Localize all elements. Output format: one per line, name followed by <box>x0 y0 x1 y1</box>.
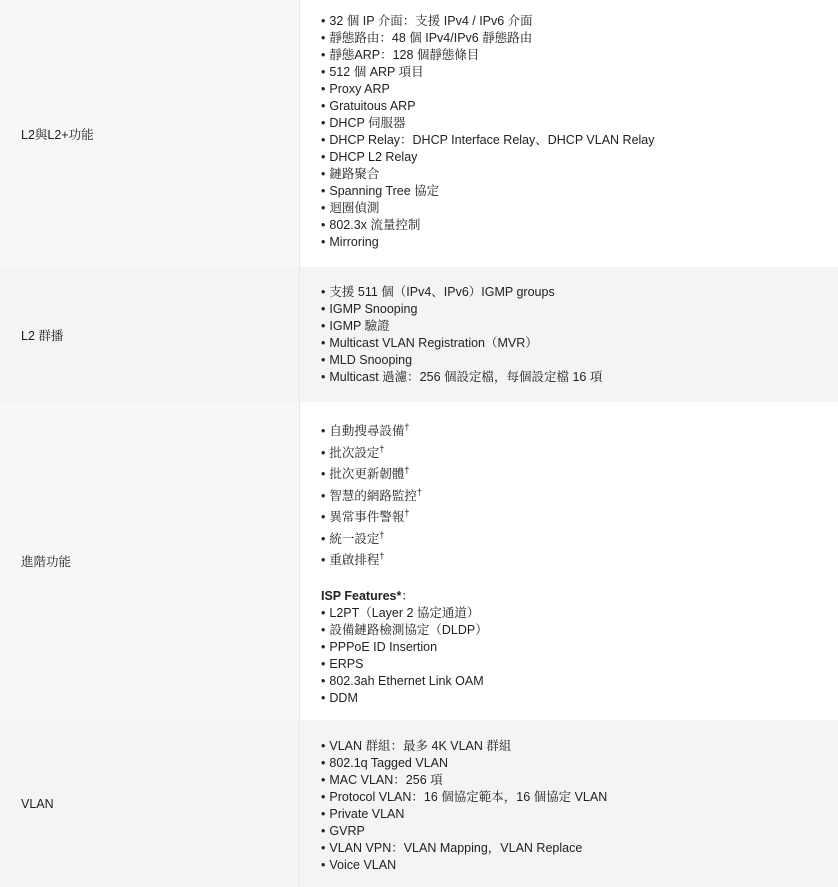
list-item <box>321 550 838 572</box>
list-item: • VLAN VPN：VLAN Mapping，VLAN Replace <box>321 840 838 857</box>
spec-row-advanced <box>0 402 838 720</box>
list-item: • Voice VLAN <box>321 857 838 874</box>
list-item: • MAC VLAN：256 項 <box>321 772 838 789</box>
feature-list <box>321 738 838 874</box>
list-item <box>321 507 838 529</box>
list-item: • 鏈路聚合 <box>321 166 838 183</box>
row-value <box>300 267 838 402</box>
list-item: • MLD Snooping <box>321 352 838 369</box>
list-item: • 32 個 IP 介面：支援 IPv4 / IPv6 介面 <box>321 13 838 30</box>
feature-list <box>321 13 838 251</box>
list-item: • 支援 511 個（IPv4、IPv6）IGMP groups <box>321 284 838 301</box>
list-item: • 802.3x 流量控制 <box>321 217 838 234</box>
dagger-mark: † <box>404 422 410 432</box>
isp-features-heading <box>321 588 838 605</box>
list-item: • Multicast VLAN Registration（MVR） <box>321 335 838 352</box>
list-item <box>321 529 838 551</box>
list-item: • 802.1q Tagged VLAN <box>321 755 838 772</box>
list-item: • ERPS <box>321 656 838 673</box>
list-item: • IGMP Snooping <box>321 301 838 318</box>
list-item <box>321 421 838 443</box>
row-value <box>300 720 838 887</box>
list-item: • DHCP Relay：DHCP Interface Relay、DHCP VLAN Relay <box>321 132 838 149</box>
advanced-feature-list <box>321 421 838 572</box>
list-item: • L2PT（Layer 2 協定通道） <box>321 605 838 622</box>
item-text: 批次更新韌體 <box>329 467 405 481</box>
list-item: • 靜態ARP：128 個靜態條目 <box>321 47 838 64</box>
item-text: 統一設定 <box>329 531 380 546</box>
row-label: VLAN <box>0 720 300 887</box>
item-text: 異常事件警報 <box>329 510 405 524</box>
dagger-mark: † <box>404 508 410 518</box>
spec-row-vlan <box>0 720 838 887</box>
list-item: • Mirroring <box>321 234 838 251</box>
dagger-mark: † <box>379 551 385 561</box>
dagger-mark: † <box>379 443 385 454</box>
list-item: • Private VLAN <box>321 806 838 823</box>
list-item: • Spanning Tree 協定 <box>321 183 838 200</box>
list-item: • IGMP 驗證 <box>321 318 838 335</box>
feature-list <box>321 284 838 386</box>
list-item: • 802.3ah Ethernet Link OAM <box>321 673 838 690</box>
spec-row-l2-features <box>0 0 838 267</box>
list-item <box>321 486 838 508</box>
row-label: L2與L2+功能 <box>0 0 300 267</box>
item-text: 智慧的網路監控 <box>329 488 417 503</box>
dagger-mark: † <box>404 465 410 475</box>
item-text: 批次設定 <box>329 445 380 460</box>
list-item: • 迴圈偵測 <box>321 200 838 217</box>
list-item: • DHCP 伺服器 <box>321 115 838 132</box>
row-label: 進階功能 <box>0 402 300 720</box>
list-item: • 512 個 ARP 項目 <box>321 64 838 81</box>
row-value <box>300 0 838 267</box>
isp-heading-colon: ： <box>401 588 414 603</box>
list-item: • Multicast 過濾：256 個設定檔，每個設定檔 16 項 <box>321 369 838 386</box>
list-item: • Gratuitous ARP <box>321 98 838 115</box>
list-item: • PPPoE ID Insertion <box>321 639 838 656</box>
list-item: • VLAN 群組：最多 4K VLAN 群組 <box>321 738 838 755</box>
row-label: L2 群播 <box>0 267 300 402</box>
dagger-mark: † <box>416 486 422 497</box>
list-item: • DDM <box>321 690 838 707</box>
list-item: • DHCP L2 Relay <box>321 149 838 166</box>
dagger-mark: † <box>379 529 385 540</box>
spec-row-l2-multicast <box>0 267 838 402</box>
list-item: • Protocol VLAN：16 個協定範本，16 個協定 VLAN <box>321 789 838 806</box>
isp-feature-list <box>321 605 838 707</box>
item-text: 重啟排程 <box>329 553 380 567</box>
list-item: • GVRP <box>321 823 838 840</box>
list-item: • 設備鏈路檢測協定（DLDP） <box>321 622 838 639</box>
list-item: • 靜態路由：48 個 IPv4/IPv6 靜態路由 <box>321 30 838 47</box>
list-item <box>321 443 838 465</box>
isp-heading-text: ISP Features* <box>321 588 402 603</box>
list-item: • Proxy ARP <box>321 81 838 98</box>
list-item <box>321 464 838 486</box>
row-value <box>300 402 838 720</box>
item-text: 自動搜尋設備 <box>329 424 405 438</box>
